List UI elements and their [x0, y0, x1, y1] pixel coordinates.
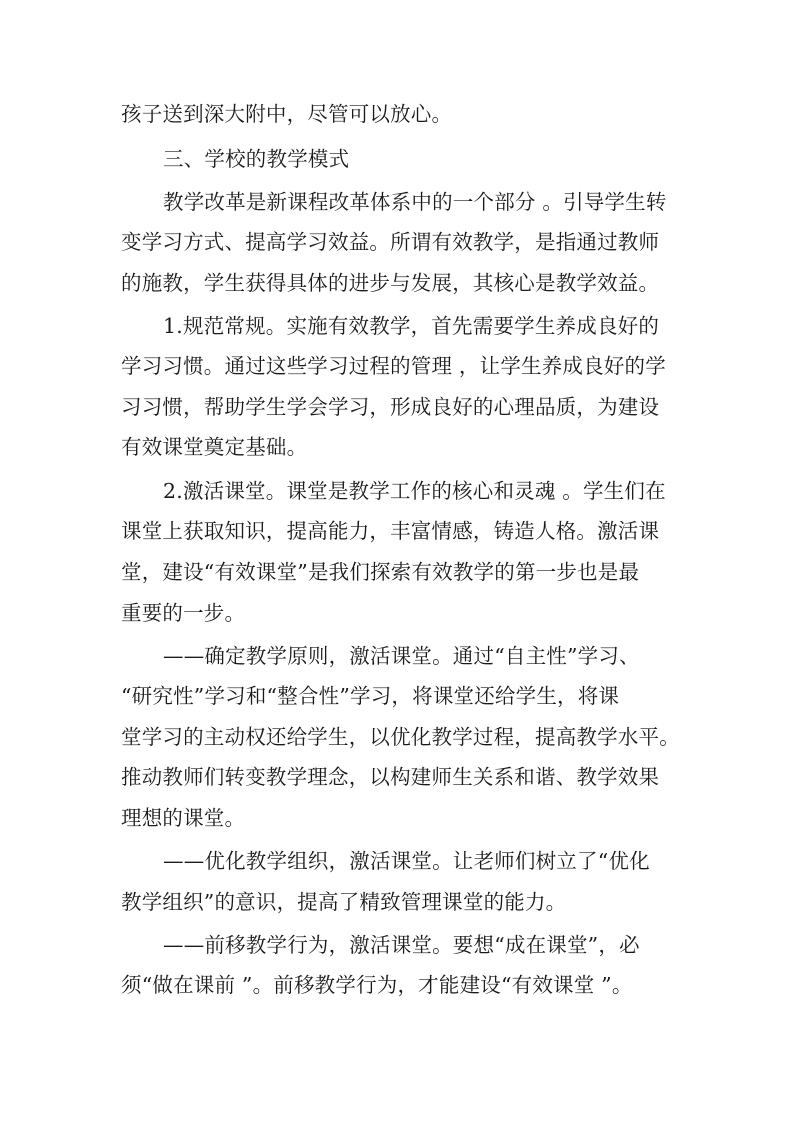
paragraph-line: “研究性”学习和“整合性”学习，将课堂还给学生，将课	[121, 684, 620, 708]
paragraph-line: 2.激活课堂。课堂是教学工作的核心和灵魂 。学生们在	[163, 479, 666, 503]
section-heading: 三、学校的教学模式	[163, 147, 350, 171]
paragraph-line: 变学习方式、提高学习效益。所谓有效教学，是指通过教师	[121, 230, 660, 254]
paragraph-line: 堂，建设“有效课堂”是我们探索有效教学的第一步也是最	[121, 560, 640, 584]
paragraph-line: 的施教，学生获得具体的进步与发展，其核心是教学效益。	[121, 271, 660, 295]
paragraph-line: 理想的课堂。	[121, 806, 246, 830]
paragraph-line: ——优化教学组织，激活课堂。让老师们树立了“优化	[163, 849, 650, 873]
paragraph-line: 有效课堂奠定基础。	[121, 435, 308, 459]
paragraph-line: ——前移教学行为，激活课堂。要想“成在课堂”，必	[163, 933, 640, 957]
paragraph-line: 教学改革是新课程改革体系中的一个部分 。引导学生转	[163, 190, 667, 214]
paragraph-line: 学习习惯。通过这些学习过程的管理 ，让学生养成良好的学	[121, 354, 666, 378]
paragraph-line: 1.规范常规。实施有效教学，首先需要学生养成良好的	[163, 314, 660, 338]
paragraph-line: 须“做在课前 ”。前移教学行为，才能建设“有效课堂 ”。	[121, 973, 633, 997]
paragraph-line: 重要的一步。	[121, 601, 246, 625]
paragraph-line: 堂学习的主动权还给学生，以优化教学过程，提高教学水平。	[121, 725, 680, 749]
paragraph-line: 课堂上获取知识，提高能力，丰富情感，铸造人格。激活课	[121, 519, 660, 543]
paragraph-line: 教学组织”的意识，提高了精致管理课堂的能力。	[121, 890, 567, 914]
paragraph-line: 孩子送到深大附中，尽管可以放心。	[121, 102, 453, 126]
paragraph-line: 习习惯，帮助学生学会学习，形成良好的心理品质，为建设	[121, 395, 660, 419]
paragraph-line: 推动教师们转变教学理念，以构建师生关系和谐、教学效果	[121, 765, 660, 789]
paragraph-line: ——确定教学原则，激活课堂。通过“自主性”学习、	[163, 644, 640, 668]
